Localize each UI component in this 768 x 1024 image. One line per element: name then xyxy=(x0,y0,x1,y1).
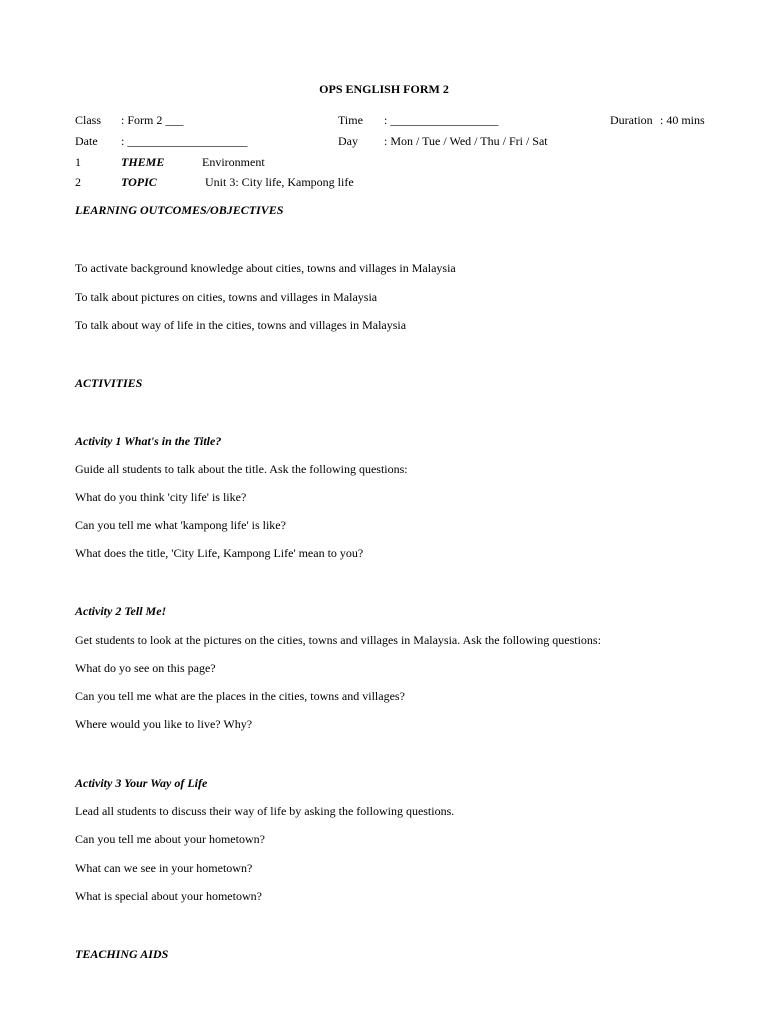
day-label: Day xyxy=(338,134,358,148)
activity-line: Guide all students to talk about the title. Ask the following questions: xyxy=(75,462,408,476)
teaching-aids-heading: TEACHING AIDS xyxy=(75,947,169,961)
outcome-line: To activate background knowledge about cities, towns and villages in Malaysia xyxy=(75,261,456,275)
activity-line: What do yo see on this page? xyxy=(75,661,216,675)
item-number: 2 xyxy=(75,175,81,189)
topic-value: Unit 3: City life, Kampong life xyxy=(205,175,354,189)
class-label: Class xyxy=(75,113,102,127)
outcome-line: To talk about pictures on cities, towns and villages in Malaysia xyxy=(75,290,378,304)
activity-line: Get students to look at the pictures on the cities, towns and villages in Malaysia. Ask the following questions: xyxy=(75,633,601,647)
activity-line: Lead all students to discuss their way of life by asking the following questions. xyxy=(75,804,455,818)
time-value: : __________________ xyxy=(384,113,499,127)
activity-title: Activity 3 Your Way of Life xyxy=(75,776,208,790)
date-label: Date xyxy=(75,134,98,148)
activity-line: What do you think 'city life' is like? xyxy=(75,490,247,504)
activity-line: Can you tell me what 'kampong life' is like? xyxy=(75,518,286,532)
class-value: : Form 2 ___ xyxy=(121,113,184,127)
day-value: : Mon / Tue / Wed / Thu / Fri / Sat xyxy=(384,134,548,148)
duration-label: Duration xyxy=(610,113,653,127)
activity-title: Activity 2 Tell Me! xyxy=(75,604,167,618)
activity-line: Can you tell me what are the places in the cities, towns and villages? xyxy=(75,689,405,703)
topic-label: TOPIC xyxy=(121,175,157,189)
outcomes-heading: LEARNING OUTCOMES/OBJECTIVES xyxy=(75,203,284,217)
theme-label: THEME xyxy=(121,155,165,169)
activity-line: What can we see in your hometown? xyxy=(75,861,253,875)
duration-value: : 40 mins xyxy=(660,113,705,127)
activity-line: Can you tell me about your hometown? xyxy=(75,832,265,846)
date-value: : ____________________ xyxy=(121,134,248,148)
activity-line: Where would you like to live? Why? xyxy=(75,717,253,731)
activity-title: Activity 1 What's in the Title? xyxy=(75,434,222,448)
item-number: 1 xyxy=(75,155,81,169)
document-title: OPS ENGLISH FORM 2 xyxy=(319,82,449,96)
activities-heading: ACTIVITIES xyxy=(75,376,143,390)
theme-value: Environment xyxy=(202,155,265,169)
outcome-line: To talk about way of life in the cities, towns and villages in Malaysia xyxy=(75,318,407,332)
time-label: Time xyxy=(338,113,363,127)
activity-line: What does the title, 'City Life, Kampong Life' mean to you? xyxy=(75,546,364,560)
activity-line: What is special about your hometown? xyxy=(75,889,262,903)
